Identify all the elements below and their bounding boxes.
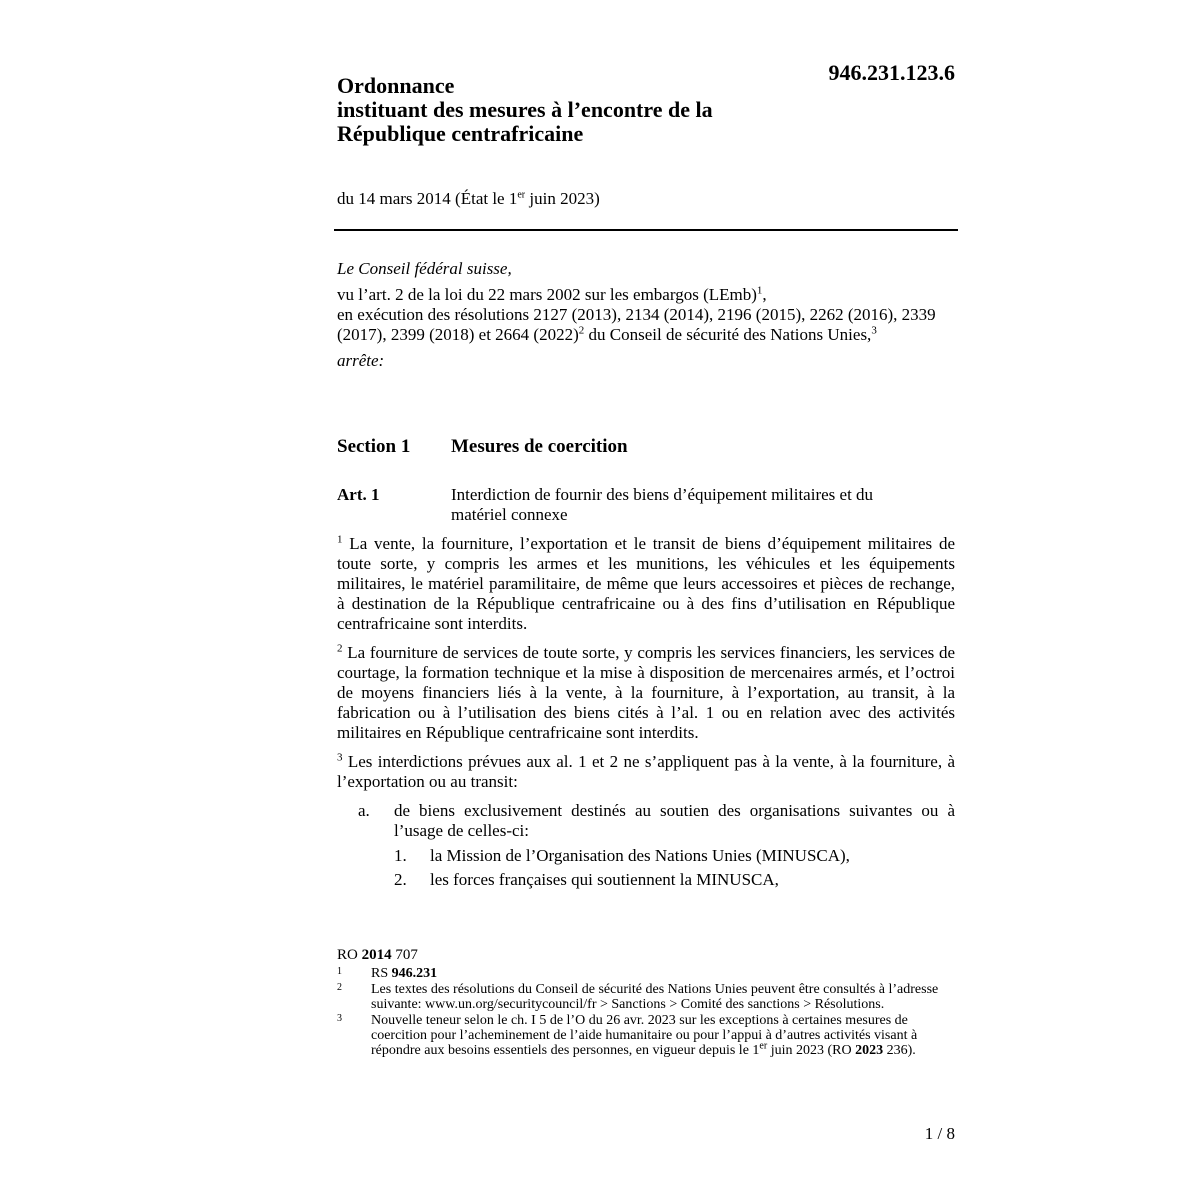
title-line-2: instituant des mesures à l’encontre de la	[337, 97, 713, 122]
paragraph-text: Les interdictions prévues aux al. 1 et 2 ne s’appliquent pas à la vente, à la fourniture, à l’exportation ou au transit:	[337, 752, 955, 791]
footnote-text-b: juin 2023 (RO	[767, 1043, 856, 1058]
ro-prefix: RO	[337, 947, 362, 963]
footnote-number: 2	[337, 982, 342, 993]
date-suffix: juin 2023)	[525, 189, 600, 208]
paragraph-number: 1	[337, 533, 343, 546]
paragraph-text: La fourniture de services de toute sorte, y compris les services financiers, les services de courtage, la formation technique et la mise à disposition de mercenaires armés, et l’octroi de moyens financiers liés à la vente, à la fourniture, à l’exportation, au transit, à la fabrication ou à l’utilisation des biens cités à l’al. 1 ou en relation avec des activités militaires en République centrafricaine sont interdits.	[337, 643, 955, 742]
section-label: Section 1	[337, 436, 411, 457]
sub-list	[337, 846, 955, 890]
sub-list-text: les forces françaises qui soutiennent la MINUSCA,	[430, 870, 779, 889]
list-item-a	[337, 801, 955, 841]
title-line-3: République centrafricaine	[337, 121, 584, 146]
footnote-text-c: 236).	[883, 1043, 916, 1058]
header-divider	[334, 229, 958, 231]
footnote-ref-3[interactable]: 3	[871, 324, 877, 337]
resolutions-tail: du Conseil de sécurité des Nations Unies,	[584, 325, 872, 344]
footnote-sr-ref: 946.231	[391, 966, 438, 981]
sub-list-item	[337, 870, 955, 890]
preamble-decree: arrête:	[337, 351, 385, 370]
sub-list-text: la Mission de l’Organisation des Nations Unies (MINUSCA),	[430, 846, 850, 865]
paragraph-number: 2	[337, 642, 343, 655]
legal-basis-text: vu l’art. 2 de la loi du 22 mars 2002 sur les embargos (LEmb)	[337, 285, 757, 304]
ro-page: 707	[391, 947, 418, 963]
paragraph-3	[337, 752, 955, 792]
preamble	[337, 259, 957, 371]
footnote-superscript: er	[759, 1040, 768, 1052]
preamble-resolutions	[337, 305, 957, 345]
section-title: Mesures de coercition	[451, 436, 628, 457]
footnote-ref-1[interactable]: 1	[756, 284, 763, 297]
resolutions-text: en exécution des résolutions 2127 (2013), 2134 (2014), 2196 (2015), 2262 (2016), 2339 (2017), 2399 (2018) et 2664 (2022)	[337, 305, 936, 344]
paragraph-2	[337, 643, 955, 743]
sub-list-marker: 2.	[394, 870, 407, 889]
article-label: Art. 1	[337, 485, 380, 504]
footnote-1	[337, 966, 955, 981]
footnote-3	[337, 1013, 955, 1058]
preamble-authority: Le Conseil fédéral suisse,	[337, 259, 512, 278]
paragraph-text: La vente, la fourniture, l’exportation et le transit de biens d’équipement militaires de toute sorte, y compris les armes et les munitions, les véhicules et les équipements militaires, le matériel paramilitaire, de même que leurs accessoires et pièces de rechange, à destination de la République centrafricaine ou à des fins d’utilisation en République centrafricaine sont interdits.	[337, 534, 955, 633]
footnote-ref-2[interactable]: 2	[578, 324, 585, 337]
article-title: Interdiction de fournir des biens d’équipement militaires et du matériel connexe	[451, 485, 874, 524]
legal-basis-comma: ,	[762, 285, 767, 304]
list-item-text: de biens exclusivement destinés au soutien des organisations suivantes ou à l’usage de celles-ci:	[394, 801, 955, 840]
footnote-text: Les textes des résolutions du Conseil de sécurité des Nations Unies peuvent être consultés à l’adresse suivante: www.un.org/securitycouncil/fr > Sanctions > Comité des sanctions > Résolutions.	[371, 982, 939, 1012]
ordinance-date	[337, 188, 600, 210]
article-body	[337, 534, 955, 894]
footnotes	[337, 966, 955, 1059]
footnote-prefix: RS	[371, 966, 392, 981]
date-superscript: er	[517, 189, 526, 201]
list-marker: a.	[358, 801, 370, 820]
footnote-2	[337, 982, 955, 1012]
paragraph-1	[337, 534, 955, 634]
sr-number: 946.231.123.6	[828, 60, 955, 85]
footnote-number: 1	[337, 966, 342, 977]
title-line-1: Ordonnance	[337, 73, 455, 98]
date-prefix: du 14 mars 2014 (État le 1	[337, 189, 518, 208]
preamble-legal-basis	[337, 285, 957, 305]
section-heading	[337, 436, 957, 458]
paragraph-number: 3	[337, 751, 343, 764]
sub-list-marker: 1.	[394, 846, 407, 865]
footnote-text: Nouvelle teneur selon le ch. I 5 de l’O du 26 avr. 2023 sur les exceptions à certaines mesures de coercition pour l’acheminement de l’aide humanitaire ou pour l’appui à d’autres activités visant à répondre aux besoins essentiels des personnes, en vigueur depuis le 1	[371, 1013, 918, 1058]
ro-reference	[337, 946, 418, 964]
page-number: 1 / 8	[924, 1124, 955, 1143]
sub-list-item	[337, 846, 955, 866]
footnote-ro-year: 2023	[855, 1043, 884, 1058]
ro-year: 2014	[361, 947, 392, 963]
ordinance-title	[337, 74, 797, 146]
footnote-number: 3	[337, 1013, 342, 1024]
